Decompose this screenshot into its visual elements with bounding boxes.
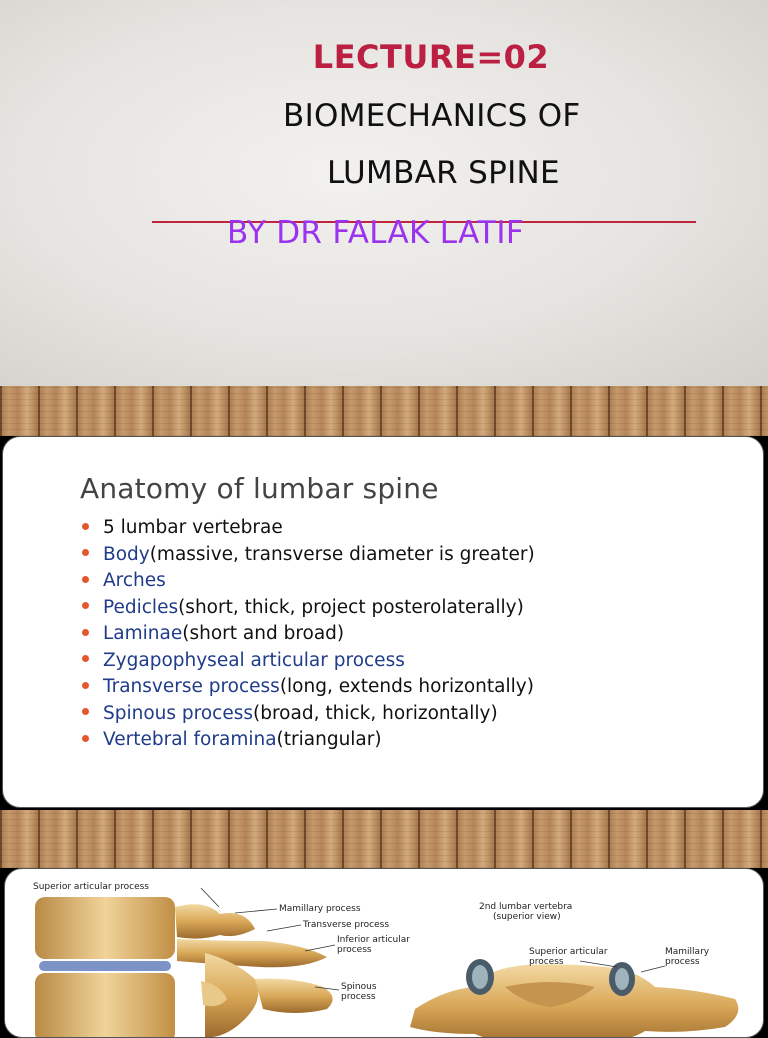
label-spinous-process: Spinous <box>341 982 377 992</box>
label-right-superior-articular-2: process <box>529 957 564 967</box>
lateral-spine-drawing <box>35 897 333 1038</box>
anatomy-slide-title: Anatomy of lumbar spine <box>80 472 439 505</box>
lecture-number: LECTURE=02 <box>312 38 550 76</box>
label-transverse-process: Transverse process <box>303 920 390 930</box>
vertebra-illustration-slide <box>4 868 764 1038</box>
bullet-dot-icon <box>82 576 89 583</box>
bullet-item: 5 lumbar vertebrae <box>82 516 535 543</box>
vertebra-illustration <box>5 869 764 1038</box>
title-line-2: LUMBAR SPINE <box>327 155 560 191</box>
label-inferior-articular-process-2: process <box>337 945 372 955</box>
bullet-item: Laminae(short and broad) <box>82 622 535 649</box>
bullet-dot-icon <box>82 655 89 662</box>
bullet-item: Spinous process(broad, thick, horizontally) <box>82 702 535 729</box>
wood-floor-divider <box>0 810 768 868</box>
bullet-item: Transverse process(long, extends horizontally) <box>82 675 535 702</box>
vertebra-view-subtitle: (superior view) <box>493 912 561 922</box>
bullet-item: Vertebral foramina(triangular) <box>82 728 535 755</box>
bullet-dot-icon <box>82 629 89 636</box>
bullet-dot-icon <box>82 735 89 742</box>
anatomy-bullet-list <box>82 516 535 755</box>
bullet-item: Arches <box>82 569 535 596</box>
label-right-mamillary: Mamillary <box>665 947 710 957</box>
label-mamillary-process: Mamillary process <box>279 904 361 914</box>
superior-view-vertebra-drawing <box>410 959 738 1038</box>
label-right-superior-articular: Superior articular <box>529 947 608 957</box>
label-superior-articular-process: Superior articular process <box>33 882 149 892</box>
bullet-item: Body(massive, transverse diameter is greater) <box>82 543 535 570</box>
bullet-dot-icon <box>82 602 89 609</box>
label-spinous-process-2: process <box>341 992 376 1002</box>
author-line: BY DR FALAK LATIF <box>227 215 524 251</box>
vertebra-view-title: 2nd lumbar vertebra <box>479 902 573 912</box>
bullet-item: Zygapophyseal articular process <box>82 649 535 676</box>
title-line-1: BIOMECHANICS OF <box>283 98 581 134</box>
label-right-mamillary-2: process <box>665 957 700 967</box>
bullet-item: Pedicles(short, thick, project posterolaterally) <box>82 596 535 623</box>
label-inferior-articular-process: Inferior articular <box>337 935 410 945</box>
bullet-dot-icon <box>82 549 89 556</box>
bullet-dot-icon <box>82 682 89 689</box>
title-slide <box>0 0 768 386</box>
bullet-dot-icon <box>82 708 89 715</box>
wood-floor-divider <box>0 386 768 436</box>
bullet-dot-icon <box>82 523 89 530</box>
